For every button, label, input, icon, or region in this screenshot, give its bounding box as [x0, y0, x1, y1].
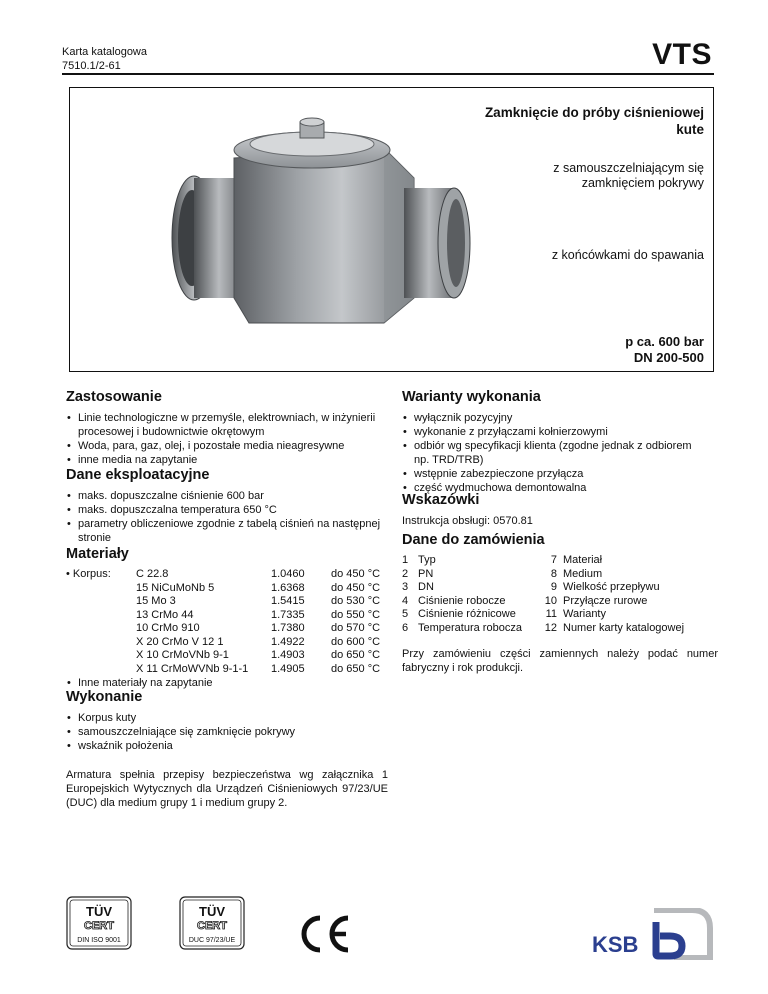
ksb-word: KSB [592, 932, 639, 957]
tuv1-caption: DIN ISO 9001 [77, 937, 121, 944]
list-item: • wstępnie zabezpieczone przyłącza [402, 467, 702, 481]
list-item: • Woda, para, gaz, olej, i pozostałe media nieagresywne [66, 439, 391, 453]
hero-feature1-line1: z samouszczelniającym się [553, 161, 704, 175]
material-code: 1.0460 [271, 568, 305, 580]
material-code: 1.7380 [271, 622, 305, 634]
material-name: X 10 CrMoVNb 9-1 [136, 649, 229, 661]
order-label: Typ [418, 554, 436, 566]
list-item: • wskaźnik położenia [66, 739, 391, 753]
section-wykonanie [66, 689, 391, 753]
material-code: 1.7335 [271, 608, 305, 621]
order-label: Warianty [563, 608, 606, 620]
warianty-list [402, 411, 702, 495]
material-name: 10 CrMo 910 [136, 622, 200, 634]
wykonanie-list [66, 711, 391, 753]
order-label: Przyłącze rurowe [563, 594, 648, 607]
section-title: Materiały [66, 546, 129, 562]
cert-word: CERT [84, 920, 114, 932]
hero-heading [485, 104, 704, 138]
list-item: • samouszczelniające się zamknięcie pokrywy [66, 725, 391, 739]
order-label: Numer karty katalogowej [563, 621, 685, 634]
material-code: 1.5415 [271, 595, 305, 607]
materials-table [66, 568, 391, 676]
tuv-word: TÜV [86, 904, 112, 919]
order-index: 2 [402, 567, 409, 580]
table-row [402, 554, 722, 568]
zastosowanie-list [66, 411, 391, 467]
dane-list [66, 489, 391, 545]
spare-parts-note: Przy zamówieniu części zamiennych należy podać numer fabryczny i rok produkcji. [402, 648, 718, 674]
korpus-label: • Korpus: [66, 568, 111, 580]
table-row [66, 636, 391, 650]
material-name: X 20 CrMo V 12 1 [136, 635, 224, 648]
order-label: Ciśnienie robocze [418, 594, 506, 607]
list-item: • parametry obliczeniowe zgodnie z tabelą ciśnień na następnej stronie [66, 517, 391, 545]
table-row [66, 649, 391, 663]
section-title: Dane eksploatacyjne [66, 467, 210, 483]
hero-specs [625, 334, 704, 366]
order-index: 5 [402, 608, 409, 620]
table-row [66, 663, 391, 677]
hero-feature1 [553, 161, 704, 191]
hero-dn-range: DN 200-500 [633, 350, 704, 365]
material-name: X 11 CrMoWVNb 9-1-1 [136, 662, 249, 675]
list-item: • maks. dopuszczalna temperatura 650 °C [66, 503, 391, 517]
hero-heading-line1: Zamknięcie do próby ciśnieniowej [484, 105, 704, 120]
order-index: 12 [544, 621, 557, 634]
material-code: 1.6368 [271, 581, 305, 594]
order-index: 1 [402, 554, 409, 566]
order-label: DN [418, 581, 434, 593]
hero-heading-line2: kute [676, 122, 704, 137]
order-index: 11 [545, 608, 557, 620]
hero-feature2: z końcówkami do spawania [551, 248, 704, 262]
material-temp: do 600 °C [331, 635, 381, 648]
material-code: 1.4905 [271, 662, 305, 675]
material-temp: do 450 °C [331, 568, 381, 580]
section-warianty [402, 389, 722, 495]
order-label: Medium [563, 567, 603, 580]
list-item: • wykonanie z przyłączami kołnierzowymi [402, 425, 702, 439]
table-row [66, 595, 391, 609]
order-index: 4 [402, 594, 409, 607]
material-temp: do 650 °C [331, 662, 381, 675]
catalog-label: Karta katalogowa [62, 46, 147, 58]
tuv-word: TÜV [199, 904, 225, 919]
material-temp: do 650 °C [331, 649, 381, 661]
order-label: Ciśnienie różnicowe [418, 608, 516, 620]
table-row [402, 568, 722, 582]
material-name: C 22.8 [136, 568, 169, 580]
section-title: Wykonanie [66, 689, 143, 705]
section-zamowienie [402, 532, 722, 675]
table-row [402, 622, 722, 636]
material-name: 13 CrMo 44 [136, 608, 194, 621]
hero-pressure: p ca. 600 bar [625, 334, 704, 349]
material-code: 1.4903 [271, 649, 305, 661]
section-title: Zastosowanie [66, 389, 162, 405]
tuv-cert-logo [179, 896, 245, 950]
list-item: • maks. dopuszczalne ciśnienie 600 bar [66, 489, 391, 503]
material-temp: do 530 °C [331, 595, 381, 607]
section-title: Dane do zamówienia [402, 532, 545, 548]
list-item: • wyłącznik pozycyjny [402, 411, 702, 425]
order-index: 7 [550, 554, 557, 566]
cert-word: CERT [197, 920, 227, 932]
table-row [402, 608, 722, 622]
material-temp: do 550 °C [331, 608, 381, 621]
list-item: • Inne materiały na zapytanie [66, 676, 391, 690]
section-wskazowki [402, 492, 722, 528]
ksb-logo [592, 908, 714, 960]
compliance-note: Armatura spełnia przepisy bezpieczeństwa wg załącznika 1 Europejskich Wytycznych dla Urządzeń Ciśnieniowych 97/23/UE (DUC) dla medium grupy 1 i medium grupy 2. [66, 769, 388, 809]
order-index: 3 [402, 581, 409, 593]
tuv-cert-logo [66, 896, 132, 950]
order-label: Materiał [563, 554, 603, 566]
order-index: 6 [402, 621, 409, 634]
table-row [402, 595, 722, 609]
list-item: • Linie technologiczne w przemyśle, elektrowniach, w inżynierii procesowej i budownictwie okrętowym [66, 411, 391, 439]
ce-mark-icon [296, 914, 352, 954]
valve-image [84, 98, 474, 330]
product-code: VTS [652, 38, 712, 71]
header-rule [62, 73, 714, 75]
order-index: 10 [544, 594, 557, 607]
list-item: • część wydmuchowa demontowalna [402, 481, 702, 495]
table-row [66, 622, 391, 636]
hero-feature1-line2: zamknięciem pokrywy [581, 176, 704, 190]
materials-other-list [66, 676, 391, 690]
material-name: 15 Mo 3 [136, 595, 176, 607]
list-item: • odbiór wg specyfikacji klienta (zgodne jednak z odbiorem np. TRD/TRB) [402, 439, 702, 467]
table-row [66, 609, 391, 623]
table-row [66, 568, 391, 582]
order-index: 9 [550, 581, 557, 593]
order-label: PN [418, 567, 434, 580]
catalog-number: 7510.1/2-61 [62, 60, 121, 72]
section-materialy [66, 546, 391, 690]
order-label: Wielkość przepływu [563, 581, 660, 593]
section-title: Wskazówki [402, 492, 480, 508]
manual-reference: Instrukcja obsługi: 0570.81 [402, 515, 533, 527]
tuv2-caption: DUC 97/23/UE [188, 937, 236, 944]
order-data-table [402, 554, 722, 635]
table-row [66, 582, 391, 596]
list-item: • inne media na zapytanie [66, 453, 391, 467]
table-row [402, 581, 722, 595]
list-item: • Korpus kuty [66, 711, 391, 725]
section-title: Warianty wykonania [402, 389, 541, 405]
catalog-header [62, 45, 147, 73]
section-dane-eksploatacyjne [66, 467, 391, 545]
section-zastosowanie [66, 389, 391, 467]
material-name: 15 NiCuMoNb 5 [136, 581, 215, 594]
order-label: Temperatura robocza [418, 621, 522, 634]
material-temp: do 570 °C [331, 622, 381, 634]
material-temp: do 450 °C [331, 581, 381, 594]
order-index: 8 [550, 567, 557, 580]
material-code: 1.4922 [271, 635, 305, 648]
